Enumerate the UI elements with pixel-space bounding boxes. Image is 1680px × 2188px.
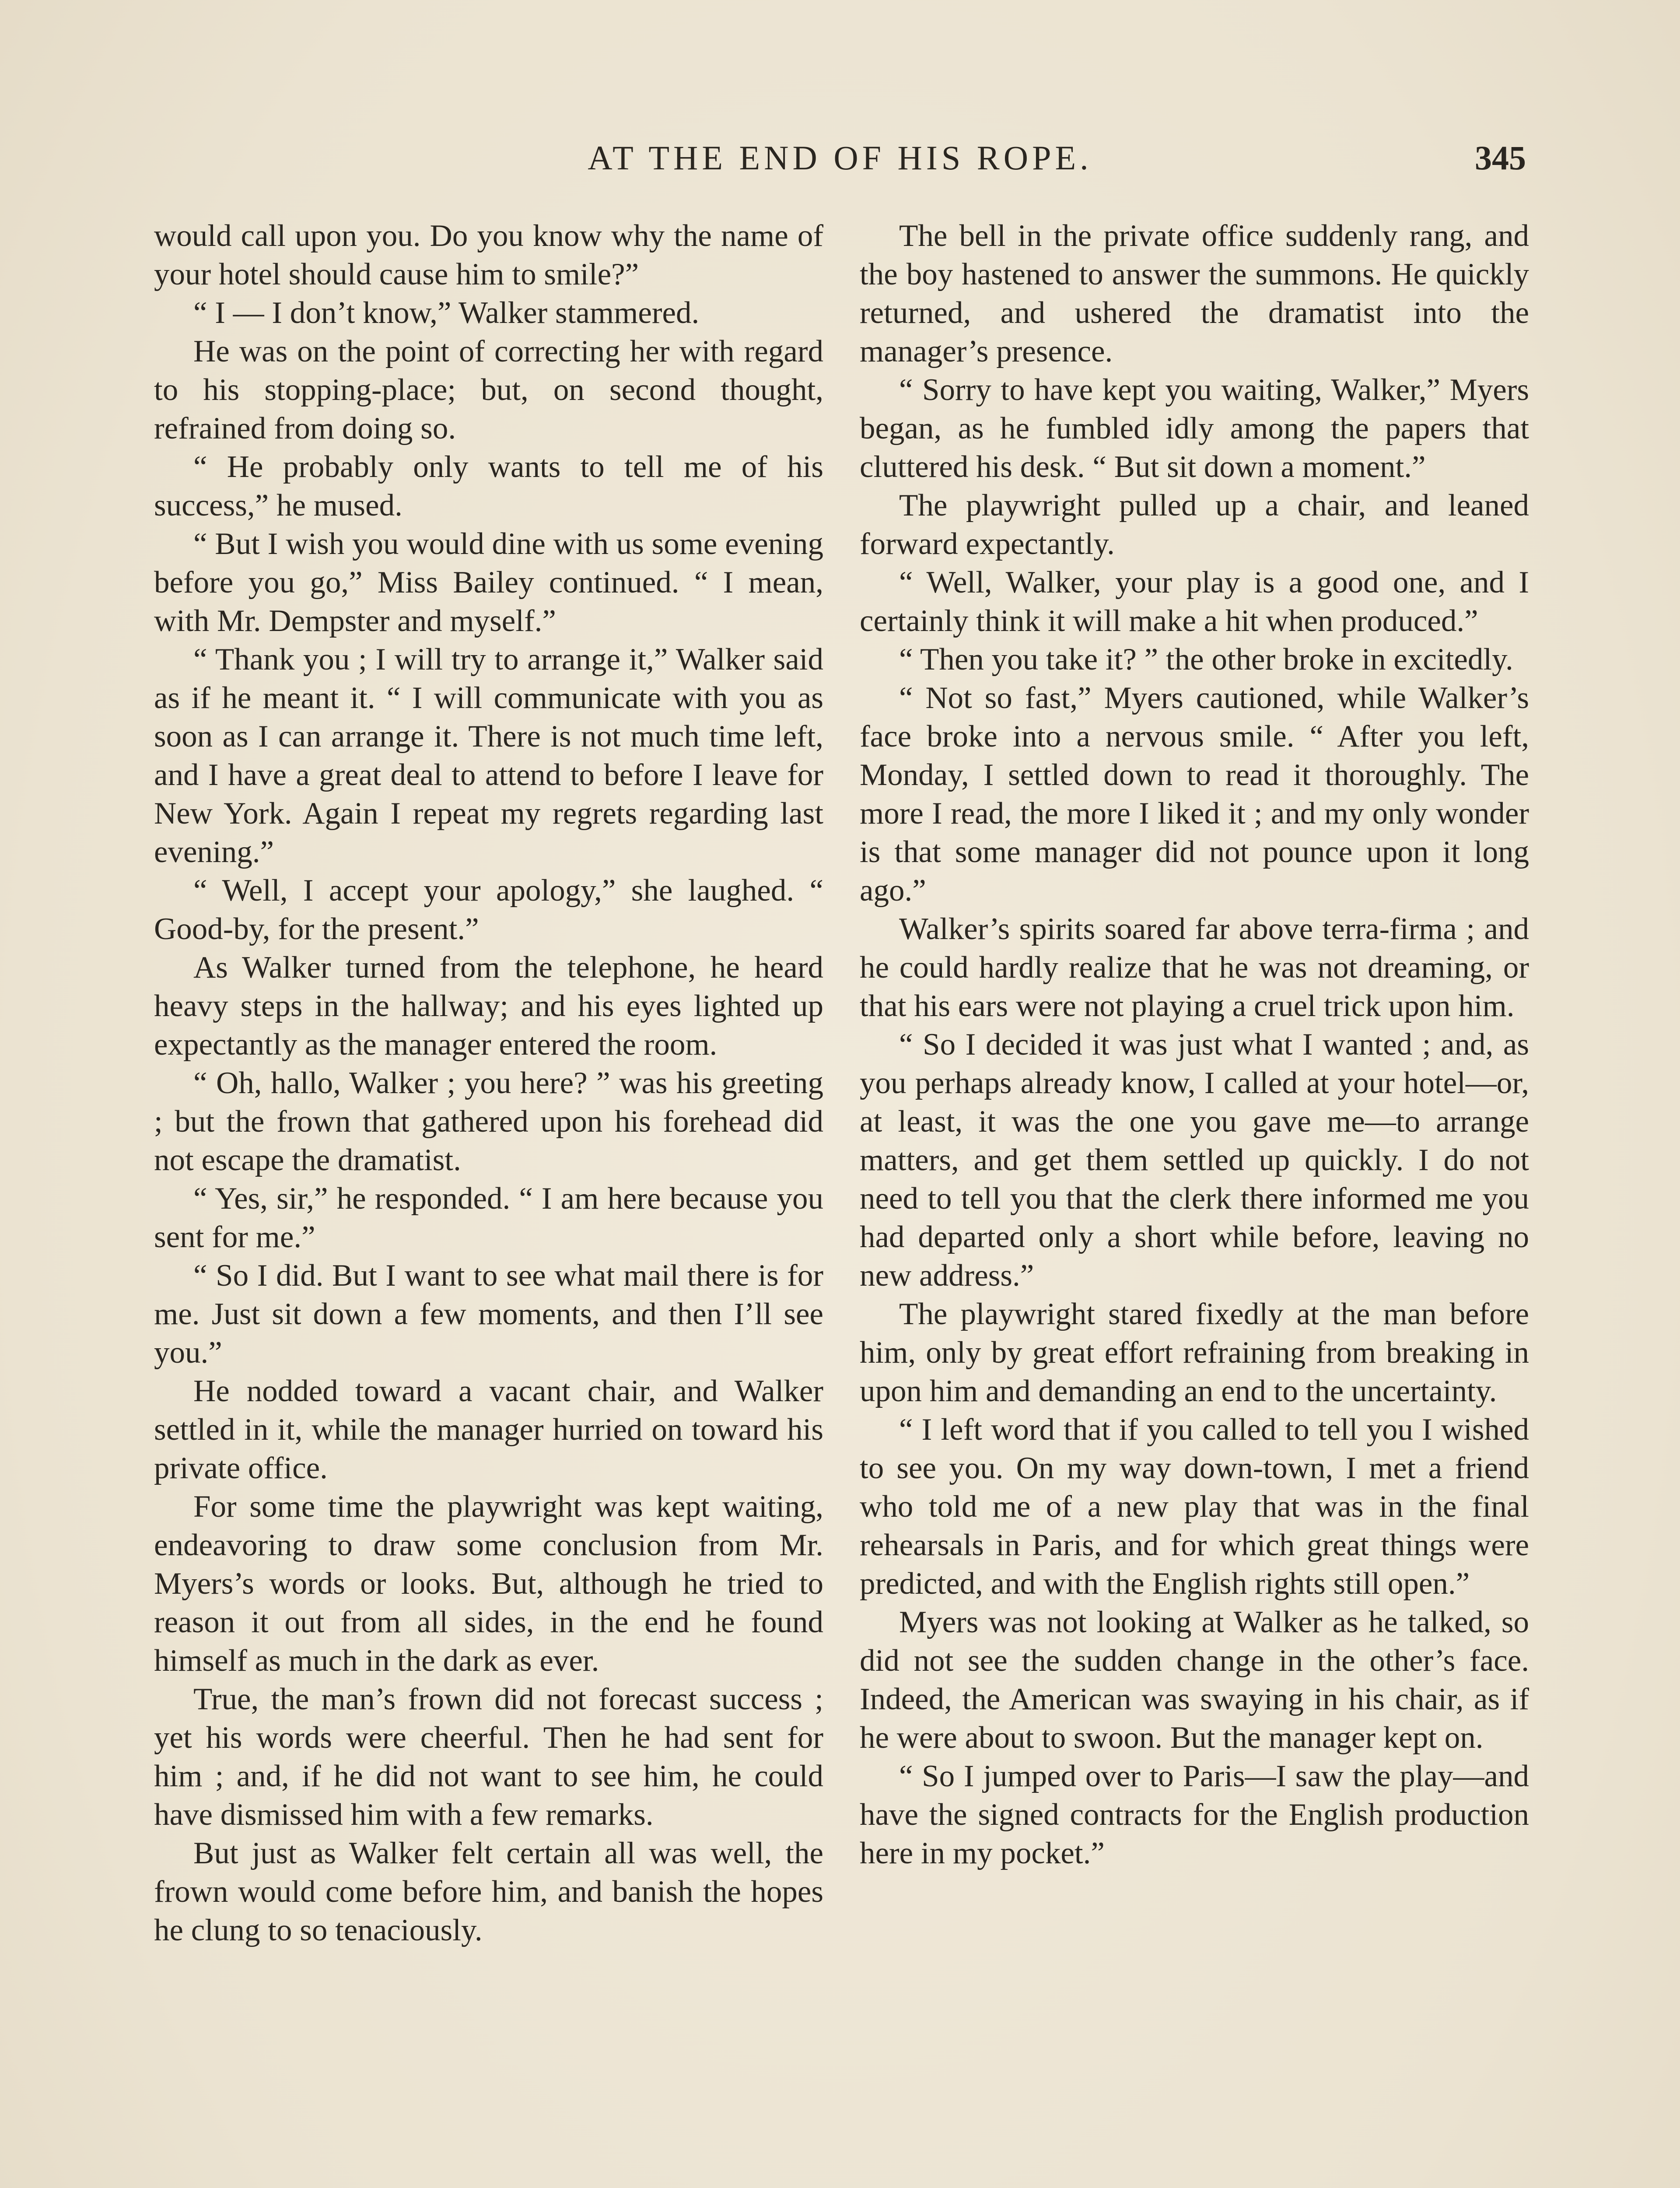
paragraph: True, the man’s frown did not forecast success ; yet his words were cheerful. Then he had sent for him ; and, if he did not want to see him, he could have dismissed him with a few remarks. bbox=[154, 1682, 823, 1832]
paragraph: The bell in the private office suddenly rang, and the boy hastened to answer the summons. He quickly returned, and ushered the dramatist into the manager’s presence. bbox=[860, 219, 1529, 368]
paragraph: “ He probably only wants to tell me of his success,” he mused. bbox=[154, 450, 823, 522]
paragraph: “ Sorry to have kept you waiting, Walker,” Myers began, as he fumbled idly among the papers that cluttered his desk. “ But sit down a moment.” bbox=[860, 373, 1529, 484]
paragraph: “ Oh, hallo, Walker ; you here? ” was his greeting ; but the frown that gathered upon his forehead did not escape the dramatist. bbox=[154, 1066, 823, 1177]
paragraph: “ So I jumped over to Paris—I saw the play—and have the signed contracts for the English production here in my pocket.” bbox=[860, 1759, 1529, 1870]
paragraph: “ So I decided it was just what I wanted ; and, as you perhaps already know, I called at your hotel—or, at least, it was the one you gave me—to arrange matters, and get them settled up quickly. I do not need to tell you that the clerk there informed me you had departed only a short while before, leaving no new address.” bbox=[860, 1027, 1529, 1293]
paragraph: “ Then you take it? ” the other broke in excitedly. bbox=[899, 642, 1513, 677]
paragraph: But just as Walker felt certain all was well, the frown would come before him, and banish the hopes he clung to so tenaciously. bbox=[154, 1836, 823, 1947]
paragraph: “ I — I don’t know,” Walker stammered. bbox=[193, 296, 700, 330]
paragraph: Walker’s spirits soared far above terra-firma ; and he could hardly realize that he was not dreaming, or that his ears were not playing a cruel trick upon him. bbox=[860, 912, 1529, 1023]
paragraph: “ Thank you ; I will try to arrange it,” Walker said as if he meant it. “ I will communicate with you as soon as I can arrange it. There is not much time left, and I have a great deal to attend to before I leave for New York. Again I repeat my regrets regarding last evening.” bbox=[154, 642, 823, 869]
paragraph: As Walker turned from the telephone, he heard heavy steps in the hallway; and his eyes lighted up expectantly as the manager entered the room. bbox=[154, 950, 823, 1062]
paragraph: For some time the playwright was kept waiting, endeavoring to draw some conclusion from Mr. Myers’s words or looks. But, although he tried to reason it out from all sides, in the end he found himself as much in the dark as ever. bbox=[154, 1490, 823, 1678]
paragraph: Myers was not looking at Walker as he talked, so did not see the sudden change in the other’s face. Indeed, the American was swaying in his chair, as if he were about to swoon. But the manager kept on. bbox=[860, 1605, 1529, 1755]
paragraph: “ So I did. But I want to see what mail there is for me. Just sit down a few moments, and then I’ll see you.” bbox=[154, 1259, 823, 1370]
page-header bbox=[154, 134, 1526, 182]
paragraph: “ I left word that if you called to tell you I wished to see you. On my way down-town, I met a friend who told me of a new play that was in the final rehearsals in Paris, and for which great things were predicted, and with the English rights still open.” bbox=[860, 1413, 1529, 1601]
paragraph: “ But I wish you would dine with us some evening before you go,” Miss Bailey continued. “ I mean, with Mr. Dempster and myself.” bbox=[154, 527, 823, 638]
paragraph: would call upon you. Do you know why the name of your hotel should cause him to smile?” bbox=[154, 219, 823, 291]
paragraph: “ Not so fast,” Myers cautioned, while Walker’s face broke into a nervous smile. “ After you left, Monday, I settled down to read it thoroughly. The more I read, the more I liked it ; and my only wonder is that some manager did not pounce upon it long ago.” bbox=[860, 681, 1529, 908]
paragraph: He nodded toward a vacant chair, and Walker settled in it, while the manager hurried on toward his private office. bbox=[154, 1374, 823, 1485]
running-title: AT THE END OF HIS ROPE. bbox=[588, 139, 1092, 177]
paragraph: He was on the point of correcting her with regard to his stopping-place; but, on second thought, refrained from doing so. bbox=[154, 334, 823, 445]
left-column bbox=[154, 217, 823, 1950]
right-column bbox=[860, 217, 1529, 1872]
paragraph: “ Yes, sir,” he responded. “ I am here because you sent for me.” bbox=[154, 1182, 823, 1254]
paragraph: The playwright pulled up a chair, and leaned forward expectantly. bbox=[860, 488, 1529, 561]
paragraph: “ Well, Walker, your play is a good one, and I certainly think it will make a hit when produced.” bbox=[860, 565, 1529, 638]
page-number: 345 bbox=[1475, 139, 1526, 177]
paragraph: The playwright stared fixedly at the man before him, only by great effort refraining from breaking in upon him and demanding an end to the uncertainty. bbox=[860, 1297, 1529, 1408]
paragraph: “ Well, I accept your apology,” she laughed. “ Good-by, for the present.” bbox=[154, 873, 823, 946]
